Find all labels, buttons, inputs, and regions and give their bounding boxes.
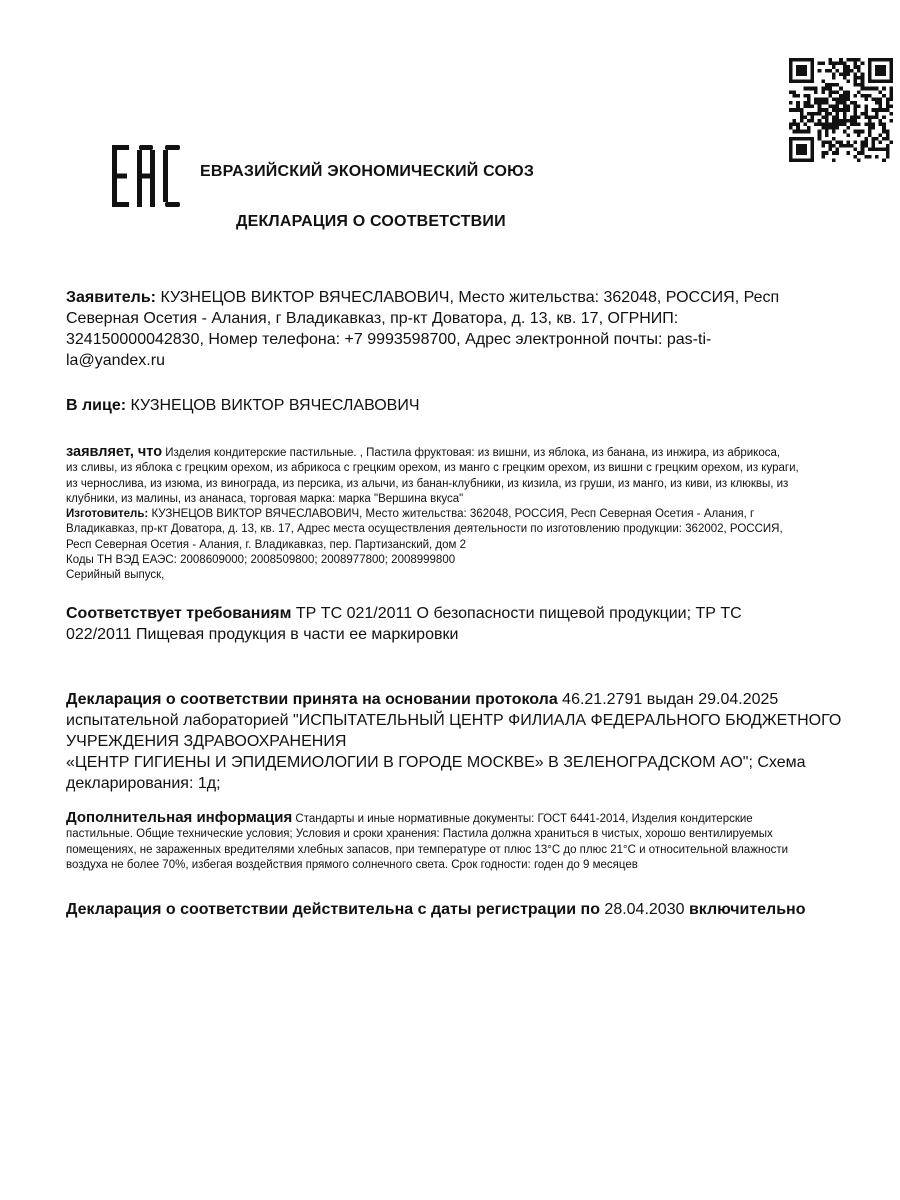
protocol-section (66, 689, 846, 794)
manufacturer-line: Респ Северная Осетия - Алания, г. Владикавказ, пер. Партизанский, дом 2 (66, 538, 467, 551)
protocol-line: «ЦЕНТР ГИГИЕНЫ И ЭПИДЕМИОЛОГИИ В ГОРОДЕ МОСКВЕ» В ЗЕЛЕНОГРАДСКОМ АО"; Схема (66, 754, 806, 771)
product-line: из сливы, из яблока с грецким орехом, из абрикоса с грецким орехом, из манго с грецким орехом, из вишни с грецким орехом, из кураги, (66, 462, 799, 475)
requirements-line: 022/2011 Пищевая продукция в части ее маркировки (66, 626, 459, 643)
protocol-number-date: 46.21.2791 выдан 29.04.2025 (557, 691, 779, 708)
eac-logo (112, 145, 180, 207)
person-section (66, 395, 846, 416)
requirements-line: ТР ТС 021/2011 О безопасности пищевой продукции; ТР ТС (291, 605, 742, 622)
protocol-label: Декларация о соответствии принята на основании протокола (66, 691, 558, 708)
additional-info-label: Дополнительная информация (66, 809, 293, 826)
requirements-section (66, 603, 846, 645)
person-value: КУЗНЕЦОВ ВИКТОР ВЯЧЕСЛАВОВИЧ (126, 397, 420, 414)
validity-suffix: включительно (688, 901, 806, 918)
additional-info-line: пастильные. Общие технические условия; Условия и сроки хранения: Пастила должна храниться в чистых, хорошо вентилируемых (66, 828, 773, 841)
protocol-line: УЧРЕЖДЕНИЯ ЗДРАВООХРАНЕНИЯ (66, 733, 347, 750)
product-line: из чернослива, из изюма, из винограда, из персика, из алычи, из банан-клубники, из кизила, из груши, из манго, из киви, из клюквы, из (66, 477, 789, 490)
applicant-line: 324150000042830, Номер телефона: +7 9993598700, Адрес электронной почты: pas-ti- (66, 331, 712, 348)
tn-ved-codes: Коды ТН ВЭД ЕАЭС: 2008609000; 2008509800; 2008977800; 2008999800 (66, 554, 456, 567)
page-title: ДЕКЛАРАЦИЯ О СООТВЕТСТВИИ (236, 213, 506, 230)
applicant-line: Северная Осетия - Алания, г Владикавказ, пр-кт Доватора, д. 13, кв. 17, ОГРНИП: (66, 310, 679, 327)
serial-production: Серийный выпуск, (66, 569, 165, 582)
requirements-label: Соответствует требованиям (66, 605, 292, 622)
qr-modules (789, 58, 893, 162)
validity-date: 28.04.2030 (599, 901, 689, 918)
manufacturer-line: Владикавказ, пр-кт Доватора, д. 13, кв. 17, Адрес места осуществления деятельности по изготовлению продукции: 362002, РОССИЯ, (66, 523, 783, 536)
qr-code (789, 58, 893, 162)
product-line: Изделия кондитерские пастильные. , Пастила фруктовая: из вишни, из яблока, из банана, из инжира, из абрикоса, (162, 447, 781, 459)
union-heading: ЕВРАЗИЙСКИЙ ЭКОНОМИЧЕСКИЙ СОЮЗ (200, 163, 535, 180)
applicant-section (66, 287, 846, 371)
additional-info-line: помещениях, не зараженных вредителями хлебных запасов, при температуре от плюс 13°C до плюс 21°C и относительной влажности (66, 843, 789, 856)
manufacturer-line: КУЗНЕЦОВ ВИКТОР ВЯЧЕСЛАВОВИЧ, Место жительства: 362048, РОССИЯ, Респ Северная Осетия - Алания, г (148, 508, 755, 521)
applicant-line: КУЗНЕЦОВ ВИКТОР ВЯЧЕСЛАВОВИЧ, Место жительства: 362048, РОССИЯ, Респ (156, 289, 780, 306)
validity-label: Декларация о соответствии действительна с даты регистрации по (66, 901, 600, 918)
product-line: клубники, из малины, из ананаса, торговая марка: марка "Вершина вкуса" (66, 492, 464, 505)
protocol-line: испытательной лабораторией "ИСПЫТАТЕЛЬНЫЙ ЦЕНТР ФИЛИАЛА ФЕДЕРАЛЬНОГО БЮДЖЕТНОГО (66, 712, 842, 729)
additional-info-section (66, 810, 846, 873)
validity-section (66, 901, 846, 919)
manufacturer-label: Изготовитель: (66, 508, 149, 521)
applicant-line: la@yandex.ru (66, 352, 165, 369)
protocol-line: декларирования: 1д; (66, 775, 221, 792)
declares-section (66, 445, 846, 584)
person-label: В лице: (66, 397, 127, 414)
additional-info-line: Стандарты и иные нормативные документы: ГОСТ 6441-2014, Изделия кондитерские (292, 813, 753, 825)
applicant-label: Заявитель: (66, 289, 156, 306)
declares-label: заявляет, что (66, 444, 163, 460)
additional-info-line: воздуха не более 70%, избегая воздействия прямого солнечного света. Срок годности: годен до 9 месяцев (66, 858, 638, 871)
